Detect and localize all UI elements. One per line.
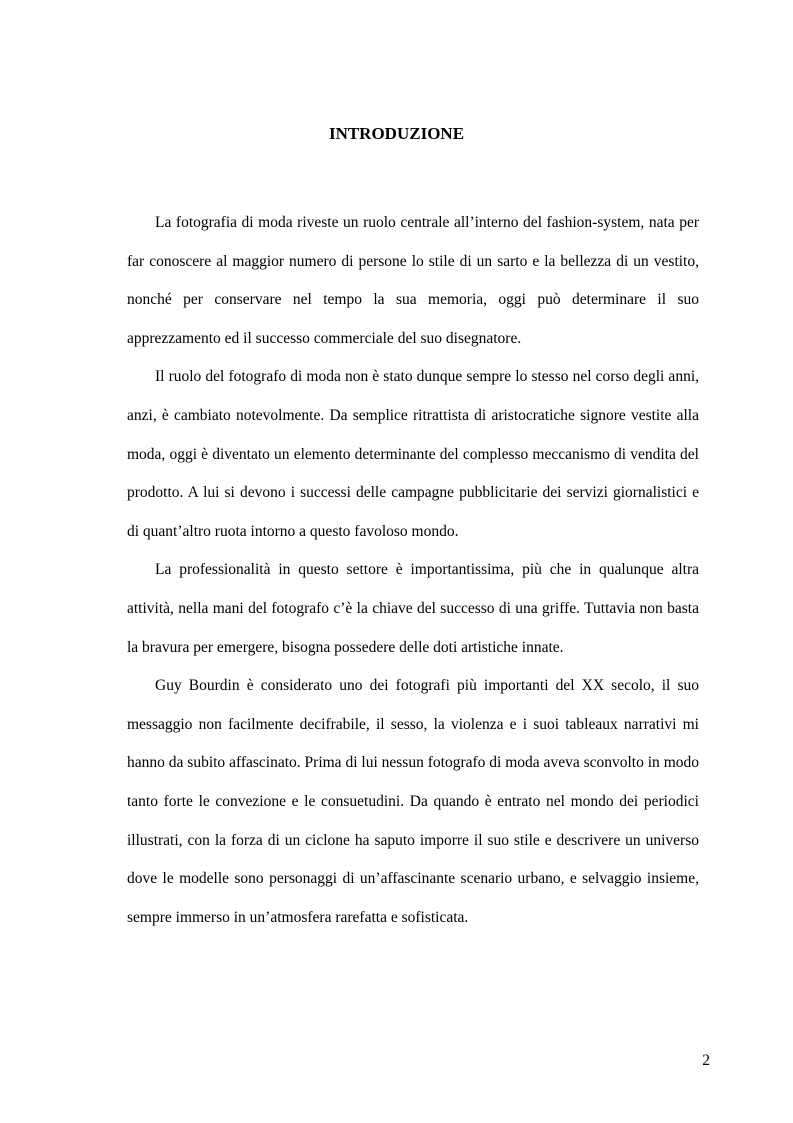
paragraph-4: Guy Bourdin è considerato uno dei fotografi più importanti del XX secolo, il suo messaggio non facilmente decifrabile, il sesso, la violenza e i suoi tableaux narrativi mi hanno da subito affascinato. Prima di lui nessun fotografo di moda aveva sconvolto in modo tanto forte le convezione e le consuetudini. Da quando è entrato nel mondo dei periodici illustrati, con la forza di un ciclone ha saputo imporre il suo stile e descrivere un universo dove le modelle sono personaggi di un’affascinante scenario urbano, e selvaggio insieme, sempre immerso in un’atmosfera rarefatta e sofisticata. [127, 677, 699, 926]
page-number: 2 [702, 1052, 710, 1069]
page-title: INTRODUZIONE [328, 124, 465, 143]
paragraph-2: Il ruolo del fotografo di moda non è stato dunque sempre lo stesso nel corso degli anni, anzi, è cambiato notevolmente. Da semplice ritrattista di aristocratiche signore vestite alla moda, oggi è diventato un elemento determinante del complesso meccanismo di vendita del prodotto. A lui si devono i successi delle campagne pubblicitarie dei servizi giornalistici e di quant’altro ruota intorno a questo favoloso mondo. [127, 368, 699, 540]
paragraph-3: La professionalità in questo settore è importantissima, più che in qualunque altra attività, nella mani del fotografo c’è la chiave del successo di una griffe. Tuttavia non basta la bravura per emergere, bisogna possedere delle doti artistiche innate. [127, 561, 699, 656]
body-text [127, 204, 699, 937]
paragraph-1: La fotografia di moda riveste un ruolo centrale all’interno del fashion-system, nata per far conoscere al maggior numero di persone lo stile di un sarto e la bellezza di un vestito, nonché per conservare nel tempo la sua memoria, oggi può determinare il suo apprezzamento ed il successo commerciale del suo disegnatore. [127, 214, 699, 347]
